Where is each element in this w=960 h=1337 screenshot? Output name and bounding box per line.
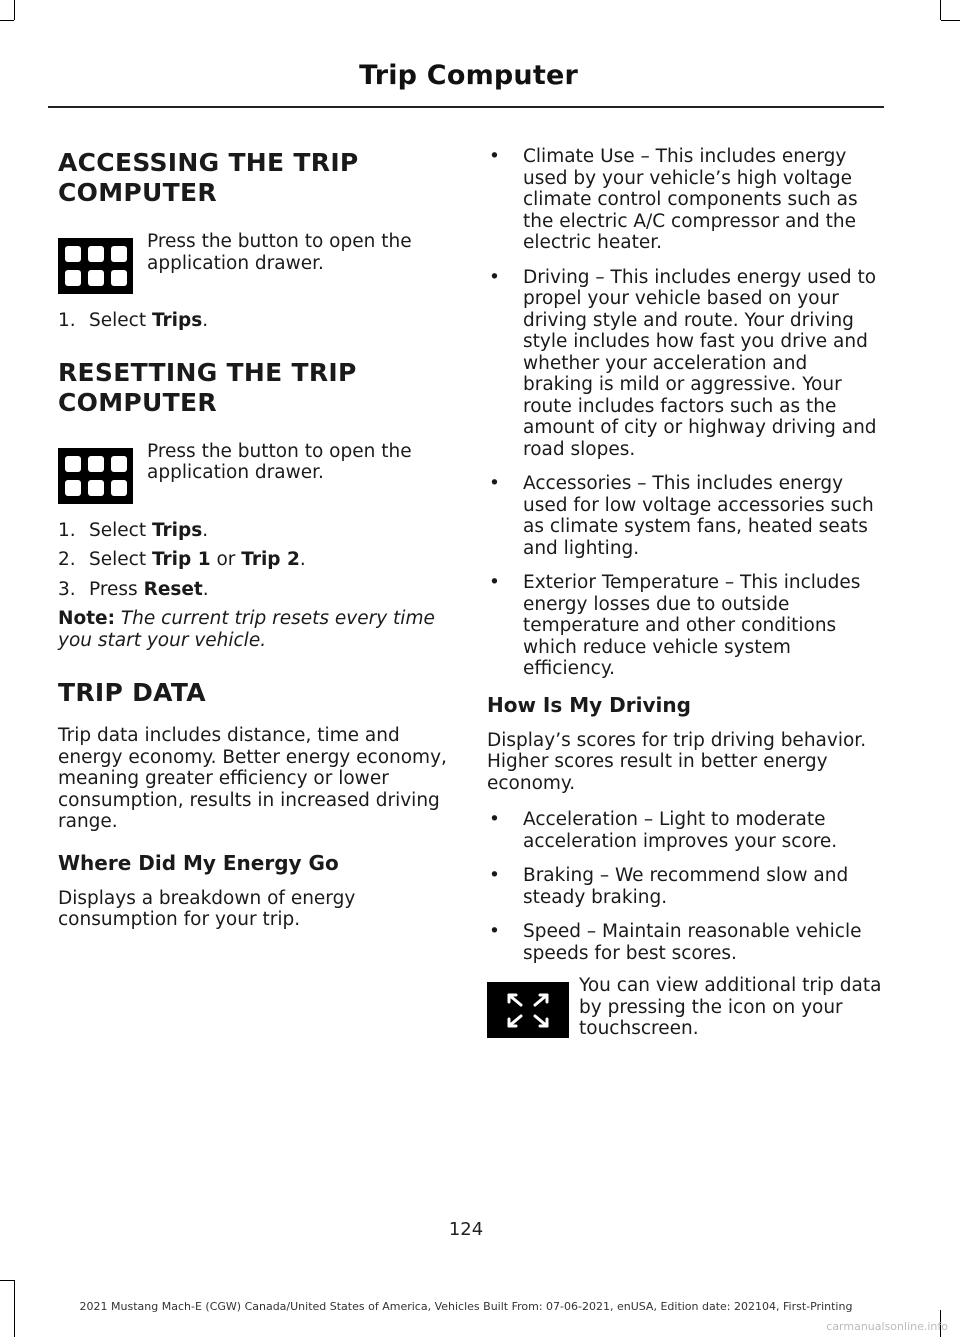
step-text: Select	[89, 549, 152, 570]
app-drawer-instruction: Press the button to open the application drawer.	[147, 440, 412, 483]
step-text: .	[202, 310, 209, 331]
title-line: COMPUTER	[58, 387, 217, 417]
list-item	[487, 267, 882, 461]
energy-breakdown-list	[487, 146, 882, 680]
bullet: •	[489, 572, 500, 593]
crop-mark	[940, 0, 941, 20]
list-item	[58, 549, 458, 571]
trip-data-body: Trip data includes distance, time and energy economy. Better energy economy, meaning greater efficiency or lower consumption, results in increased driving range.	[58, 725, 447, 832]
crop-mark	[14, 0, 15, 20]
left-column	[58, 140, 458, 931]
step-number: 1.	[58, 519, 76, 541]
expand-instruction: You can view additional trip data by pressing the icon on your touchscreen.	[579, 975, 882, 1039]
list-item	[487, 921, 882, 964]
crop-mark	[0, 20, 14, 21]
step-text: .	[202, 519, 209, 541]
section-title-accessing	[58, 148, 458, 208]
list-item	[487, 809, 882, 852]
step-text: Select	[89, 310, 152, 331]
bullet: •	[489, 865, 500, 886]
subsection-title-energy: Where Did My Energy Go	[58, 850, 339, 875]
step-text: Select	[89, 519, 152, 541]
step-bold: Trips	[151, 519, 203, 541]
list-item	[58, 579, 458, 601]
title-line: COMPUTER	[58, 178, 217, 207]
bullet: •	[489, 809, 500, 830]
bullet: •	[489, 146, 500, 167]
driving-body: Display’s scores for trip driving behavior. Higher scores result in better energy economy.	[487, 729, 867, 794]
bullet: •	[489, 266, 500, 288]
list-item	[487, 572, 882, 680]
step-number: 1.	[58, 310, 76, 331]
step-text: .	[202, 578, 209, 600]
step-bold: Trips	[151, 310, 203, 331]
title-line: ACCESSING THE TRIP	[58, 148, 359, 177]
list-item	[58, 520, 458, 542]
footer-text: 2021 Mustang Mach-E (CGW) Canada/United States of America, Vehicles Built From: 07-06-2021, enUSA, Edition date: 202104, First-Printing	[79, 1300, 853, 1313]
list-item	[487, 146, 882, 254]
section-title-trip-data: TRIP DATA	[58, 678, 206, 707]
right-column	[487, 146, 882, 1040]
app-drawer-instruction: Press the button to open the application drawer.	[147, 231, 412, 274]
app-drawer-icon	[58, 238, 133, 294]
step-text: .	[299, 549, 306, 570]
section-title-resetting	[58, 358, 458, 418]
crop-mark	[0, 1280, 14, 1281]
steps-resetting	[58, 520, 458, 601]
step-number: 2.	[58, 549, 76, 570]
bullet: •	[489, 921, 500, 942]
page-number: 124	[448, 1219, 484, 1240]
list-item	[58, 310, 458, 332]
list-item	[487, 865, 882, 908]
crop-mark	[941, 20, 960, 21]
expand-icon	[487, 982, 569, 1038]
energy-body: Displays a breakdown of energy consumption for your trip.	[58, 887, 356, 930]
step-text: or	[210, 549, 242, 570]
bullet-text: Driving – This includes energy used to propel your vehicle based on your driving style and route. Your driving style includes how fast you drive and whether your acceleration and braking is mild or aggressive. Your route includes factors such as the amount of city or highway driving and road slopes.	[523, 266, 877, 460]
driving-score-list	[487, 809, 882, 964]
watermark: carmanualsonline.info	[826, 1320, 948, 1333]
bullet: •	[489, 473, 500, 494]
subsection-title-driving: How Is My Driving	[487, 692, 691, 717]
bullet-text: Braking – We recommend slow and steady braking.	[523, 865, 849, 908]
steps-accessing	[58, 310, 458, 332]
note-label: Note:	[58, 608, 115, 629]
expand-row	[487, 977, 882, 1040]
app-drawer-row	[58, 440, 458, 504]
list-item	[487, 473, 882, 559]
app-drawer-icon	[58, 448, 133, 504]
step-number: 3.	[58, 578, 76, 600]
bullet-text: Exterior Temperature – This includes energy losses due to outside temperature and other conditions which reduce vehicle system efficiency.	[523, 572, 861, 679]
note	[58, 608, 458, 651]
bullet-text: Climate Use – This includes energy used by your vehicle’s high voltage climate control components such as the electric A/C compressor and the electric heater.	[523, 146, 858, 253]
header-divider	[48, 106, 884, 108]
title-line: RESETTING THE TRIP	[58, 357, 357, 387]
bullet-text: Accessories – This includes energy used for low voltage accessories such as climate system fans, heated seats and lighting.	[523, 473, 874, 559]
step-bold: Trip 2	[241, 549, 300, 570]
step-text: Press	[89, 578, 144, 600]
bullet-text: Acceleration – Light to moderate acceleration improves your score.	[523, 809, 838, 852]
page-title: Trip Computer	[359, 60, 578, 91]
bullet-text: Speed – Maintain reasonable vehicle speeds for best scores.	[523, 921, 862, 964]
step-bold: Trip 1	[151, 549, 211, 570]
note-text: The current trip resets every time you start your vehicle.	[58, 608, 435, 651]
step-bold: Reset	[143, 578, 203, 600]
app-drawer-row	[58, 233, 458, 294]
